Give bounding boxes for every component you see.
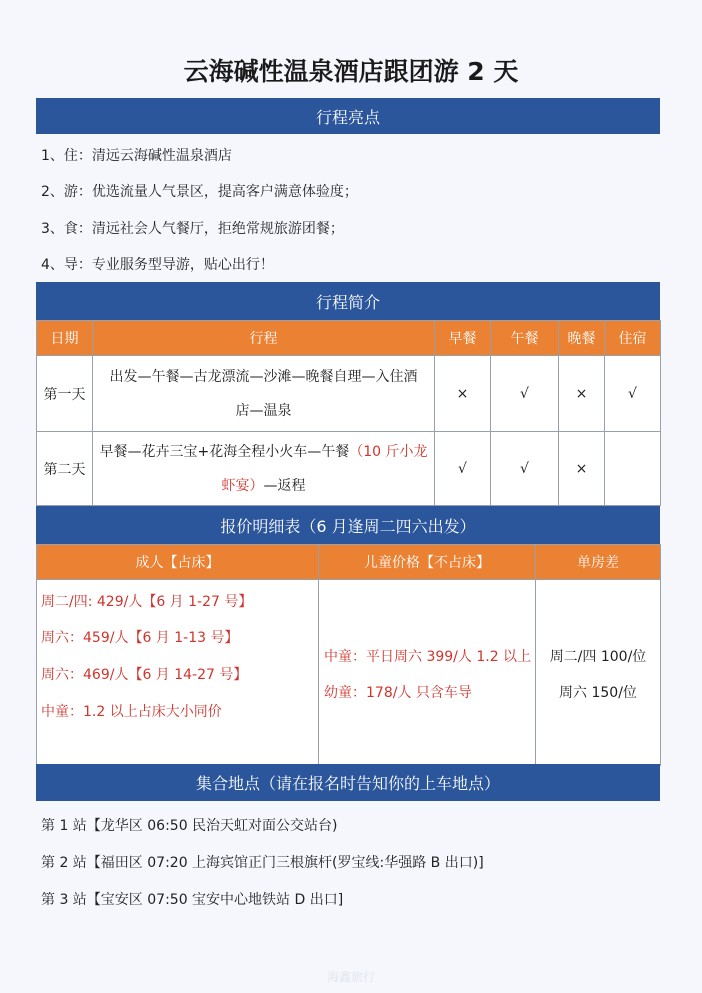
itinerary-header: 行程简介 bbox=[36, 282, 660, 320]
col-stay: 住宿 bbox=[605, 321, 661, 356]
col-adult: 成人【占床】 bbox=[37, 545, 319, 580]
adult-price-4: 中童：1.2 以上占床大小同价 bbox=[41, 704, 222, 720]
highlight-item-4: 4、导：专业服务型导游，贴心出行！ bbox=[41, 257, 274, 273]
highlight-item-3: 3、食：清远社会人气餐厅，拒绝常规旅游团餐； bbox=[41, 221, 344, 237]
table-row bbox=[37, 432, 661, 506]
route-text: —返程 bbox=[263, 477, 306, 494]
single-price-2: 周六 150/位 bbox=[559, 685, 637, 701]
adult-price-1: 周二/四: 429/人【6 月 1-27 号】 bbox=[41, 594, 253, 610]
pricing-header: 报价明细表（6 月逢周二四六出发） bbox=[36, 506, 660, 544]
route-highlight-text: 虾宴） bbox=[221, 477, 264, 494]
adult-price-3: 周六：469/人【6 月 14-27 号】 bbox=[41, 667, 248, 683]
col-dinner: 晚餐 bbox=[559, 321, 605, 356]
stay-cell bbox=[605, 432, 661, 506]
col-lunch: 午餐 bbox=[491, 321, 559, 356]
route-text: 早餐—花卉三宝+花海全程小火车—午餐 bbox=[99, 443, 350, 460]
highlights-header: 行程亮点 bbox=[36, 98, 660, 134]
day-cell: 第二天 bbox=[37, 432, 93, 506]
breakfast-cell: × bbox=[435, 356, 491, 432]
lunch-cell: √ bbox=[491, 432, 559, 506]
single-price-1: 周二/四 100/位 bbox=[549, 649, 647, 665]
col-child: 儿童价格【不占床】 bbox=[319, 545, 536, 580]
child-price-2: 幼童：178/人 只含车导 bbox=[324, 685, 472, 701]
day-cell: 第一天 bbox=[37, 356, 93, 432]
route-cell bbox=[93, 432, 435, 506]
meeting-stop-2: 第 2 站【福田区 07:20 上海宾馆正门三根旗杆(罗宝线:华强路 B 出口)] bbox=[41, 855, 484, 871]
meeting-stop-1: 第 1 站【龙华区 06:50 民治天虹对面公交站台) bbox=[41, 818, 338, 834]
col-single-supplement: 单房差 bbox=[536, 545, 661, 580]
route-text: 店—温泉 bbox=[235, 402, 292, 419]
route-text: 出发—午餐—古龙漂流—沙滩—晚餐自理—入住酒 bbox=[109, 368, 418, 385]
stay-cell: √ bbox=[605, 356, 661, 432]
child-price-1: 中童：平日周六 399/人 1.2 以上 bbox=[324, 649, 532, 665]
adult-price-2: 周六：459/人【6 月 1-13 号】 bbox=[41, 630, 239, 646]
col-date: 日期 bbox=[37, 321, 93, 356]
col-route: 行程 bbox=[93, 321, 435, 356]
col-breakfast: 早餐 bbox=[435, 321, 491, 356]
page-title: 云海碱性温泉酒店跟团游 2 天 bbox=[183, 57, 519, 86]
breakfast-cell: √ bbox=[435, 432, 491, 506]
child-price-cell bbox=[319, 580, 536, 766]
lunch-cell: √ bbox=[491, 356, 559, 432]
single-supplement-cell bbox=[536, 580, 661, 766]
route-cell bbox=[93, 356, 435, 432]
highlight-item-1: 1、住：清远云海碱性温泉酒店 bbox=[41, 148, 232, 164]
highlight-item-2: 2、游：优选流量人气景区，提高客户满意体验度； bbox=[41, 184, 358, 200]
dinner-cell: × bbox=[559, 432, 605, 506]
meeting-header: 集合地点（请在报名时告知你的上车地点） bbox=[36, 764, 660, 801]
route-highlight-text: （10 斤小龙 bbox=[349, 443, 428, 460]
pricing-header-row bbox=[37, 545, 661, 580]
itinerary-table bbox=[36, 320, 661, 506]
table-row bbox=[37, 356, 661, 432]
dinner-cell: × bbox=[559, 356, 605, 432]
watermark: 海鑫旅行 bbox=[326, 970, 375, 984]
meeting-stop-3: 第 3 站【宝安区 07:50 宝安中心地铁站 D 出口] bbox=[41, 892, 344, 908]
itinerary-header-row bbox=[37, 321, 661, 356]
